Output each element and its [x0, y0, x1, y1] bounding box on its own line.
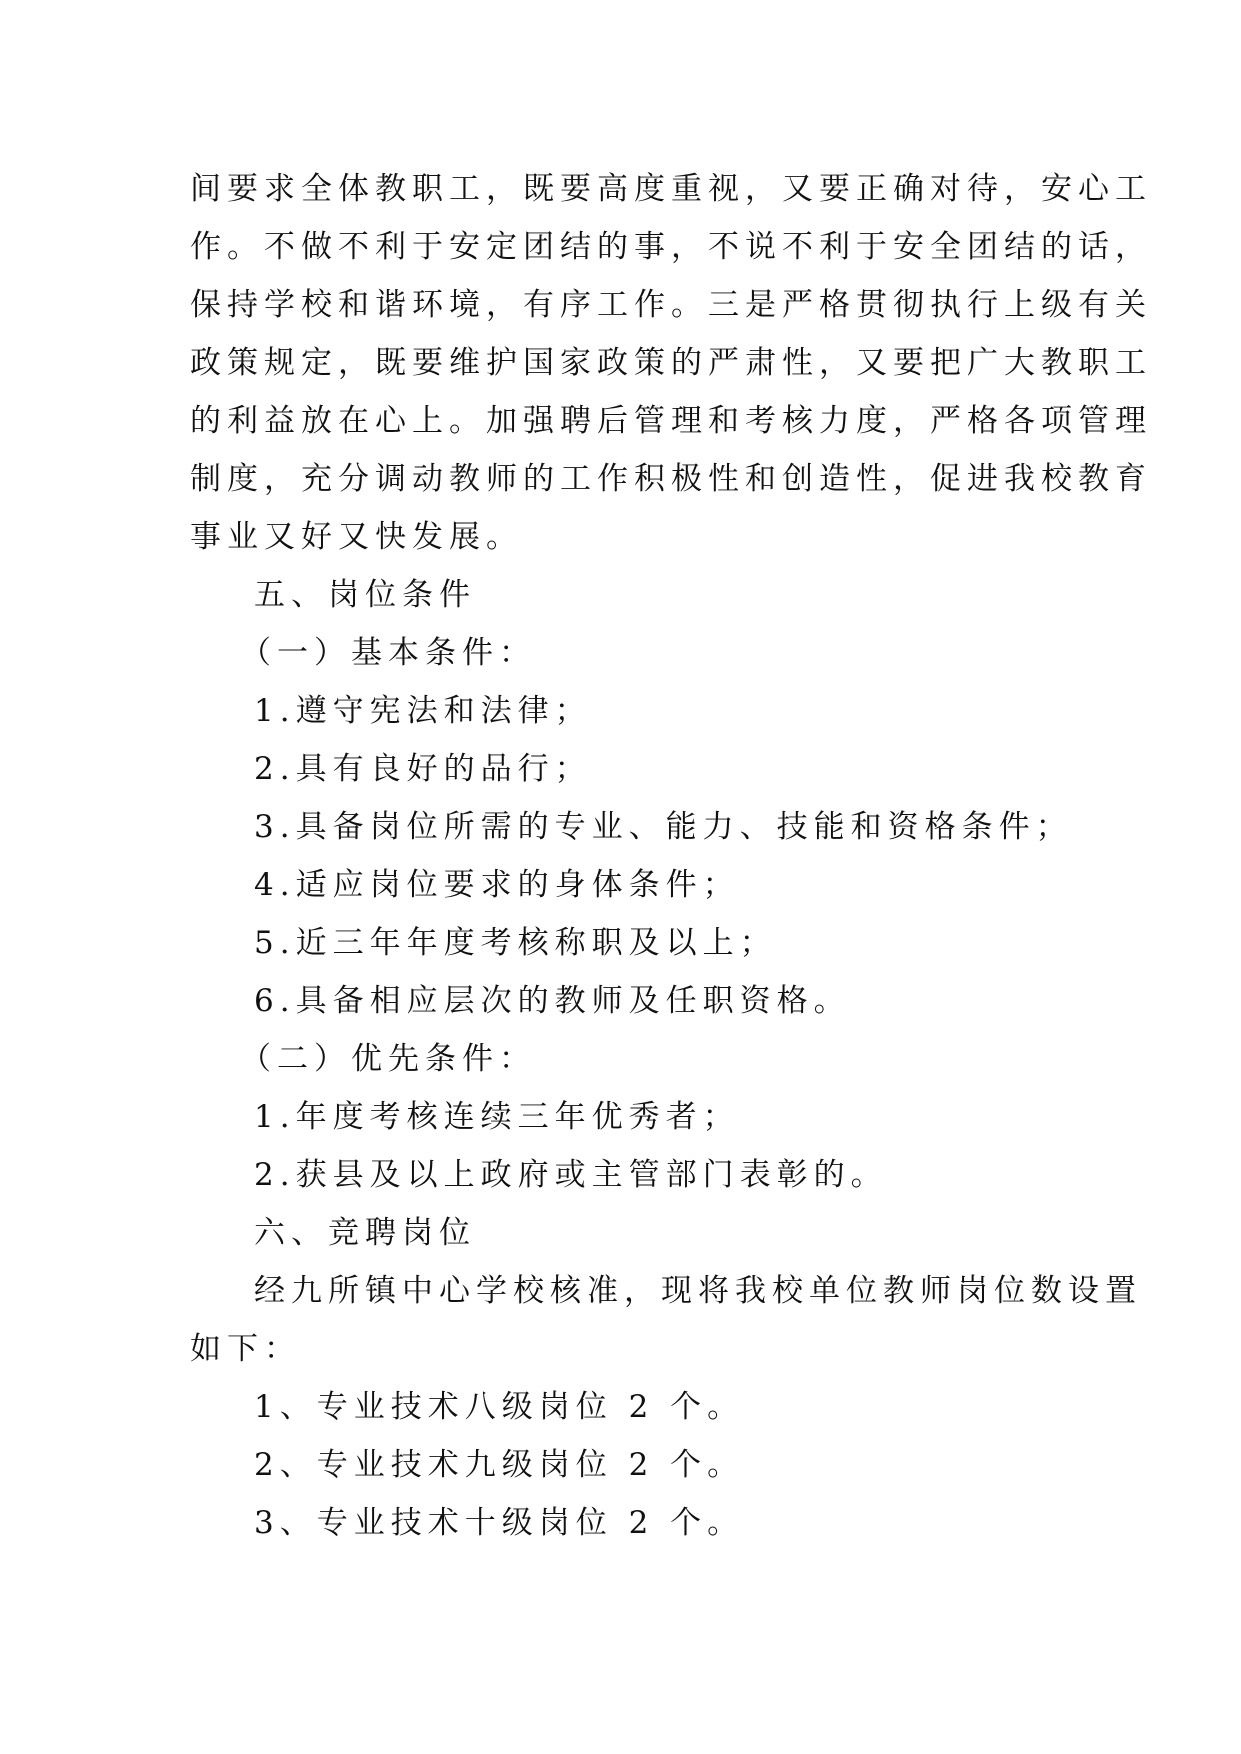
paragraph-line: 作。不做不利于安定团结的事，不说不利于安全团结的话，: [190, 229, 1152, 265]
position-item: 1、专业技术八级岗位 2 个。: [254, 1389, 745, 1425]
basic-condition-item: 2.具有良好的品行；: [254, 751, 592, 787]
section-six-heading: 六、竞聘岗位: [254, 1215, 476, 1251]
basic-condition-item: 1.遵守宪法和法律；: [254, 693, 592, 729]
paragraph-line: 保持学校和谐环境，有序工作。三是严格贯彻执行上级有关: [190, 287, 1152, 323]
basic-condition-item: 5.近三年年度考核称职及以上；: [254, 925, 777, 961]
section-five-heading: 五、岗位条件: [254, 577, 476, 613]
basic-condition-item: 4.适应岗位要求的身体条件；: [254, 867, 740, 903]
paragraph-line: 的利益放在心上。加强聘后管理和考核力度，严格各项管理: [190, 403, 1152, 439]
position-item: 3、专业技术十级岗位 2 个。: [254, 1505, 745, 1541]
paragraph-line: 政策规定，既要维护国家政策的严肃性，又要把广大教职工: [190, 345, 1152, 381]
basic-condition-item: 6.具备相应层次的教师及任职资格。: [254, 983, 851, 1019]
document-body: [190, 160, 1152, 1552]
basic-condition-item: 3.具备岗位所需的专业、能力、技能和资格条件；: [254, 809, 1073, 845]
paragraph-line: 制度，充分调动教师的工作积极性和创造性，促进我校教育: [190, 461, 1152, 497]
paragraph-line: 事业又好又快发展。: [190, 519, 523, 555]
basic-conditions-heading: （一）基本条件：: [240, 635, 536, 671]
paragraph-line: 间要求全体教职工，既要高度重视，又要正确对待，安心工: [190, 171, 1152, 207]
position-item: 2、专业技术九级岗位 2 个。: [254, 1447, 745, 1483]
section-six-intro-continued: 如下：: [190, 1331, 301, 1367]
priority-conditions-heading: （二）优先条件：: [240, 1041, 536, 1077]
priority-condition-item: 2.获县及以上政府或主管部门表彰的。: [254, 1157, 888, 1193]
priority-condition-item: 1.年度考核连续三年优秀者；: [254, 1099, 740, 1135]
section-six-intro: 经九所镇中心学校核准，现将我校单位教师岗位数设置: [254, 1273, 1142, 1309]
